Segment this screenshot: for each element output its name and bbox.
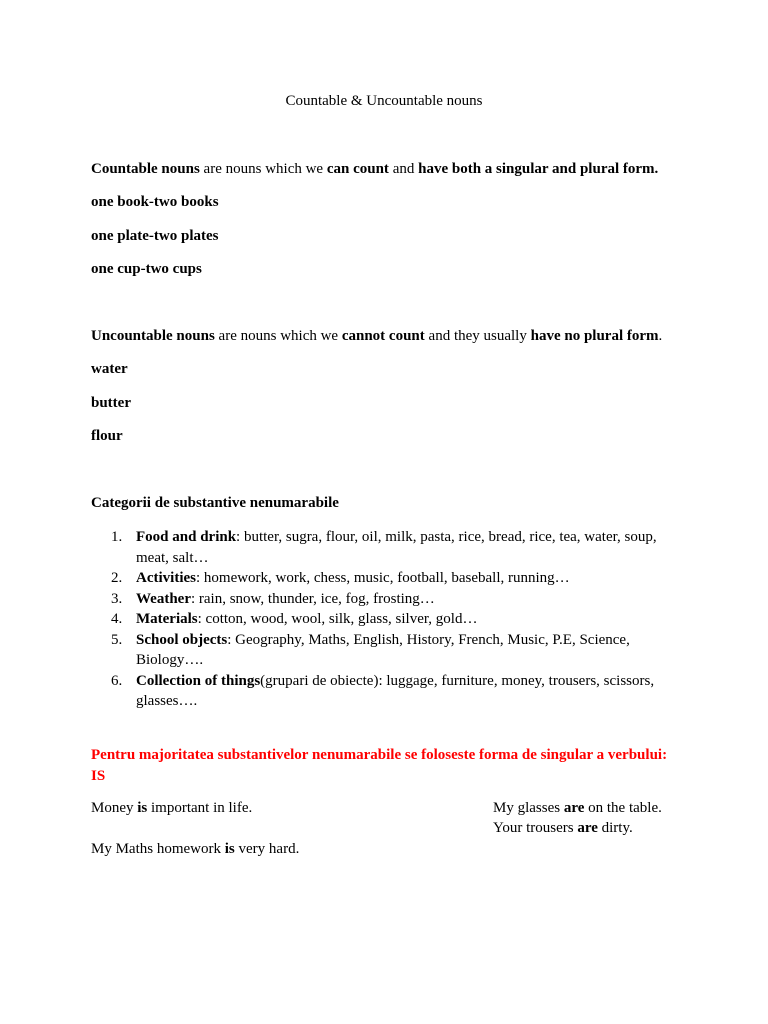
- sentence-verb: is: [137, 800, 148, 816]
- singular-verb-rule: Pentru majoritatea substantivelor nenumarabile se foloseste forma de singular a verbului: IS: [91, 747, 668, 784]
- list-item-name: Food and drink: [136, 529, 237, 545]
- example-sentence-right-2: [493, 818, 633, 839]
- list-item-number: 4.: [111, 611, 123, 627]
- list-item: [91, 609, 671, 630]
- sentence-pre: My glasses: [493, 800, 564, 816]
- list-item-text: : homework, work, chess, music, football, baseball, running…: [195, 570, 570, 586]
- uncountable-text-3: .: [658, 328, 663, 344]
- sentence-verb: are: [563, 800, 585, 816]
- uncountable-bold-2: have no plural form: [530, 328, 659, 344]
- uncountable-bold-1: cannot count: [341, 328, 425, 344]
- sentence-post: important in life.: [147, 800, 253, 816]
- list-item-text: : butter, sugra, flour, oil, milk, pasta, rice, bread, rice, tea, water, soup, meat, salt…: [136, 529, 657, 566]
- countable-text-1: are nouns which we: [199, 161, 327, 177]
- list-item-text: : Geography, Maths, English, History, French, Music, P.E, Science, Biology….: [136, 631, 630, 668]
- example-sentence-right-1: [493, 798, 662, 819]
- countable-term: Countable nouns: [91, 161, 200, 177]
- sentence-verb: are: [577, 820, 598, 836]
- categories-heading: Categorii de substantive nenumarabile: [91, 495, 339, 511]
- countable-example-2: one plate-two plates: [91, 228, 219, 244]
- document-title: Countable & Uncountable nouns: [285, 93, 483, 109]
- list-item: [91, 589, 671, 610]
- list-item-name: Collection of things: [136, 672, 261, 689]
- sentence-post: dirty.: [597, 820, 633, 836]
- list-item: [91, 630, 671, 671]
- list-item-text: : rain, snow, thunder, ice, fog, frosting…: [190, 590, 435, 607]
- list-item: [91, 568, 671, 589]
- list-item-name: Weather: [136, 590, 191, 607]
- list-item-number: 1.: [111, 529, 123, 545]
- sentence-pre: Money: [91, 800, 138, 816]
- sentence-post: on the table.: [584, 800, 662, 816]
- list-item-name: Activities: [136, 570, 196, 586]
- list-item-name: School objects: [136, 631, 228, 648]
- categories-list: [91, 527, 671, 712]
- list-item-number: 3.: [111, 590, 123, 607]
- list-item-text: : cotton, wood, wool, silk, glass, silver, gold…: [197, 611, 478, 627]
- uncountable-text-1: are nouns which we: [214, 328, 342, 344]
- list-item-text: (grupari de obiecte): luggage, furniture, money, trousers, scissors, glasses….: [136, 672, 655, 709]
- list-item-number: 6.: [111, 672, 123, 689]
- sentence-pre: Your trousers: [493, 820, 578, 836]
- uncountable-definition: [91, 326, 662, 346]
- uncountable-term: Uncountable nouns: [91, 328, 215, 344]
- uncountable-example-2: butter: [91, 395, 131, 411]
- list-item-number: 2.: [111, 570, 123, 586]
- countable-bold-2: have both a singular and plural form.: [418, 161, 659, 177]
- countable-text-2: and: [388, 161, 419, 177]
- list-item: [91, 671, 671, 712]
- countable-example-1: one book-two books: [91, 194, 219, 210]
- countable-bold-1: can count: [326, 161, 389, 177]
- list-item: [91, 527, 671, 568]
- sentence-pre: My Maths homework: [91, 841, 225, 857]
- uncountable-example-3: flour: [91, 428, 123, 444]
- countable-definition: [91, 159, 658, 179]
- list-item-name: Materials: [136, 611, 198, 627]
- sentence-verb: is: [224, 841, 235, 857]
- example-sentence-left-2: [91, 839, 299, 859]
- list-item-number: 5.: [111, 631, 123, 648]
- uncountable-example-1: water: [91, 361, 128, 377]
- example-sentence-left-1: [91, 798, 252, 818]
- countable-example-3: one cup-two cups: [91, 261, 202, 277]
- sentence-post: very hard.: [234, 841, 300, 857]
- uncountable-text-2: and they usually: [424, 328, 531, 344]
